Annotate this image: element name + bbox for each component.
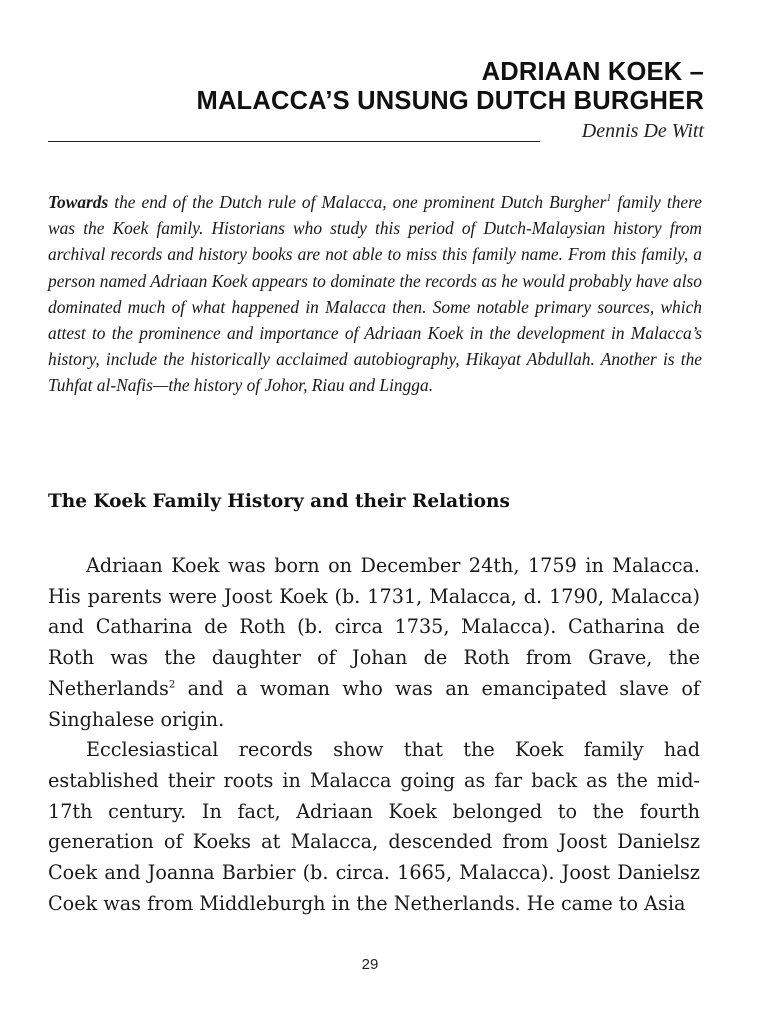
body-paragraph-1	[48, 551, 700, 735]
byline-rule	[48, 141, 540, 142]
section-heading: The Koek Family History and their Relations	[48, 491, 510, 512]
body-text	[48, 551, 700, 919]
abstract-text-part-1: the end of the Dutch rule of Malacca, one prominent Dutch Burgher	[108, 192, 607, 212]
article-title-line-1: ADRIAAN KOEK –	[481, 58, 704, 86]
article-title	[197, 58, 705, 116]
abstract-lead-word: Towards	[48, 192, 109, 212]
article-title-line-2: MALACCA’S UNSUNG DUTCH BURGHER	[196, 87, 704, 115]
footnote-ref-1: 1	[606, 193, 612, 205]
page-number: 29	[361, 956, 379, 973]
paragraph-1-text-part-2: and a woman who was an emancipated slave of Singhalese origin.	[48, 676, 700, 731]
author-byline: Dennis De Witt	[581, 120, 704, 142]
body-paragraph-2: Ecclesiastical records show that the Koek family had established their roots in Malacca going as far back as the mid-17th century. In fact, Adriaan Koek belonged to the fourth generation of Koeks at Malacca, descended from Joost Danielsz Coek and Joanna Barbier (b. circa. 1665, Malacca). Joost Danielsz Coek was from Middleburgh in the Netherlands. He came to Asia	[48, 738, 700, 915]
paragraph-1-text-part-1: Adriaan Koek was born on December 24th, 1759 in Malacca. His parents were Joost Koek (b. 1731, Malacca, d. 1790, Malacca) and Catharina de Roth (b. circa 1735, Malacca). Catharina de Roth was the daughter of Johan de Roth from Grave, the Netherlands	[48, 554, 700, 700]
abstract-text-part-2: family there was the Koek family. Historians who study this period of Dutch-Malaysian history from archival records and history books are not able to miss this family name. From this family, a person named Adriaan Koek appears to dominate the records as he would probably have also dominated much of what happened in Malacca then. Some notable primary sources, which attest to the prominence and importance of Adriaan Koek in the development in Malacca’s history, include the historically acclaimed autobiography, Hikayat Abdullah. Another is the Tuhfat al-Nafis—the history of Johor, Riau and Lingga.	[48, 192, 702, 396]
abstract-paragraph	[48, 189, 702, 399]
footnote-ref-2: 2	[168, 679, 176, 691]
